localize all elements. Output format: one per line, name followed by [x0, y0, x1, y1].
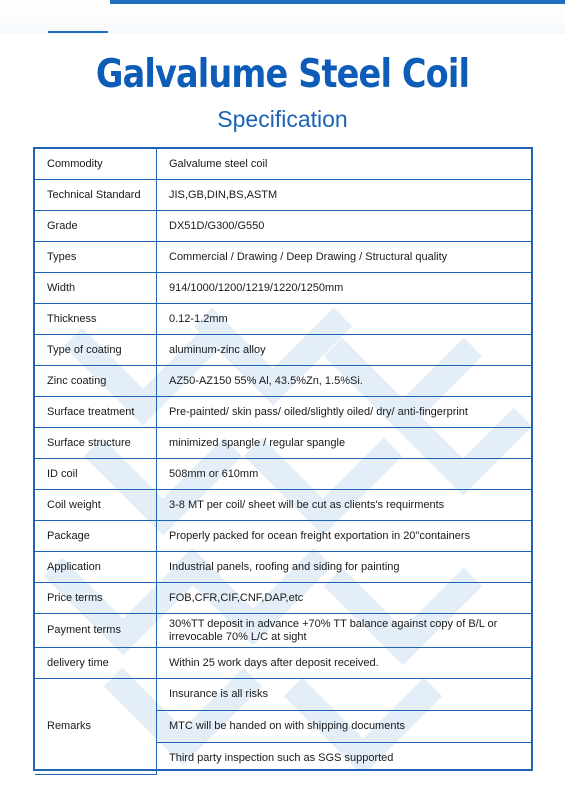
spec-value: Galvalume steel coil — [157, 149, 532, 180]
table-row — [35, 242, 531, 273]
spec-value: 914/1000/1200/1219/1220/1250mm — [157, 273, 532, 304]
spec-value: minimized spangle / regular spangle — [157, 428, 532, 459]
table-row — [35, 335, 531, 366]
table-row — [35, 149, 531, 180]
remarks-item: Insurance is all risks — [157, 679, 532, 711]
table-row — [35, 552, 531, 583]
spec-label: Thickness — [35, 304, 157, 335]
remarks-label: Remarks — [35, 679, 157, 775]
spec-label: delivery time — [35, 648, 157, 679]
spec-value: Pre-painted/ skin pass/ oiled/slightly oiled/ dry/ anti-fingerprint — [157, 397, 532, 428]
table-row — [35, 459, 531, 490]
spec-value: 0.12-1.2mm — [157, 304, 532, 335]
spec-value: aluminum-zinc alloy — [157, 335, 532, 366]
page-title: Galvalume Steel Coil — [95, 52, 470, 97]
spec-value: Commercial / Drawing / Deep Drawing / Structural quality — [157, 242, 532, 273]
spec-value: Within 25 work days after deposit received. — [157, 648, 532, 679]
spec-label: Coil weight — [35, 490, 157, 521]
table-row — [35, 397, 531, 428]
spec-label: Payment terms — [35, 614, 157, 648]
spec-label: Package — [35, 521, 157, 552]
spec-value: 3-8 MT per coil/ sheet will be cut as clients's requirments — [157, 490, 532, 521]
table-row — [35, 273, 531, 304]
spec-value: 508mm or 610mm — [157, 459, 532, 490]
table-row — [35, 521, 531, 552]
page-subtitle: Specification — [217, 106, 348, 132]
spec-label: Width — [35, 273, 157, 304]
spec-label: Technical Standard — [35, 180, 157, 211]
spec-label: Type of coating — [35, 335, 157, 366]
top-short-line — [48, 31, 108, 33]
table-row — [35, 304, 531, 335]
spec-value: 30%TT deposit in advance +70% TT balance against copy of B/L or irrevocable 70% L/C at sight — [157, 614, 532, 648]
spec-value: FOB,CFR,CIF,CNF,DAP,etc — [157, 583, 532, 614]
spec-label: Price terms — [35, 583, 157, 614]
top-blue-strip — [110, 0, 565, 4]
spec-value: Industrial panels, roofing and siding for painting — [157, 552, 532, 583]
remarks-item: MTC will be handed on with shipping documents — [157, 711, 532, 743]
spec-label: Zinc coating — [35, 366, 157, 397]
table-row — [35, 428, 531, 459]
table-row — [35, 679, 531, 711]
spec-value: DX51D/G300/G550 — [157, 211, 532, 242]
table-row — [35, 180, 531, 211]
spec-label: Application — [35, 552, 157, 583]
spec-value: JIS,GB,DIN,BS,ASTM — [157, 180, 532, 211]
table-row — [35, 366, 531, 397]
spec-value: AZ50-AZ150 55% Al, 43.5%Zn, 1.5%Si. — [157, 366, 532, 397]
table-row — [35, 648, 531, 679]
table-row — [35, 614, 531, 648]
top-decoration — [0, 0, 565, 34]
spec-label: Commodity — [35, 149, 157, 180]
spec-label: Surface structure — [35, 428, 157, 459]
spec-value: Properly packed for ocean freight exportation in 20"containers — [157, 521, 532, 552]
spec-label: Types — [35, 242, 157, 273]
spec-label: Surface treatment — [35, 397, 157, 428]
spec-table — [35, 149, 531, 775]
spec-label: Grade — [35, 211, 157, 242]
table-row — [35, 211, 531, 242]
spec-label: ID coil — [35, 459, 157, 490]
table-row — [35, 583, 531, 614]
remarks-item: Third party inspection such as SGS supported — [157, 743, 532, 775]
table-row — [35, 490, 531, 521]
